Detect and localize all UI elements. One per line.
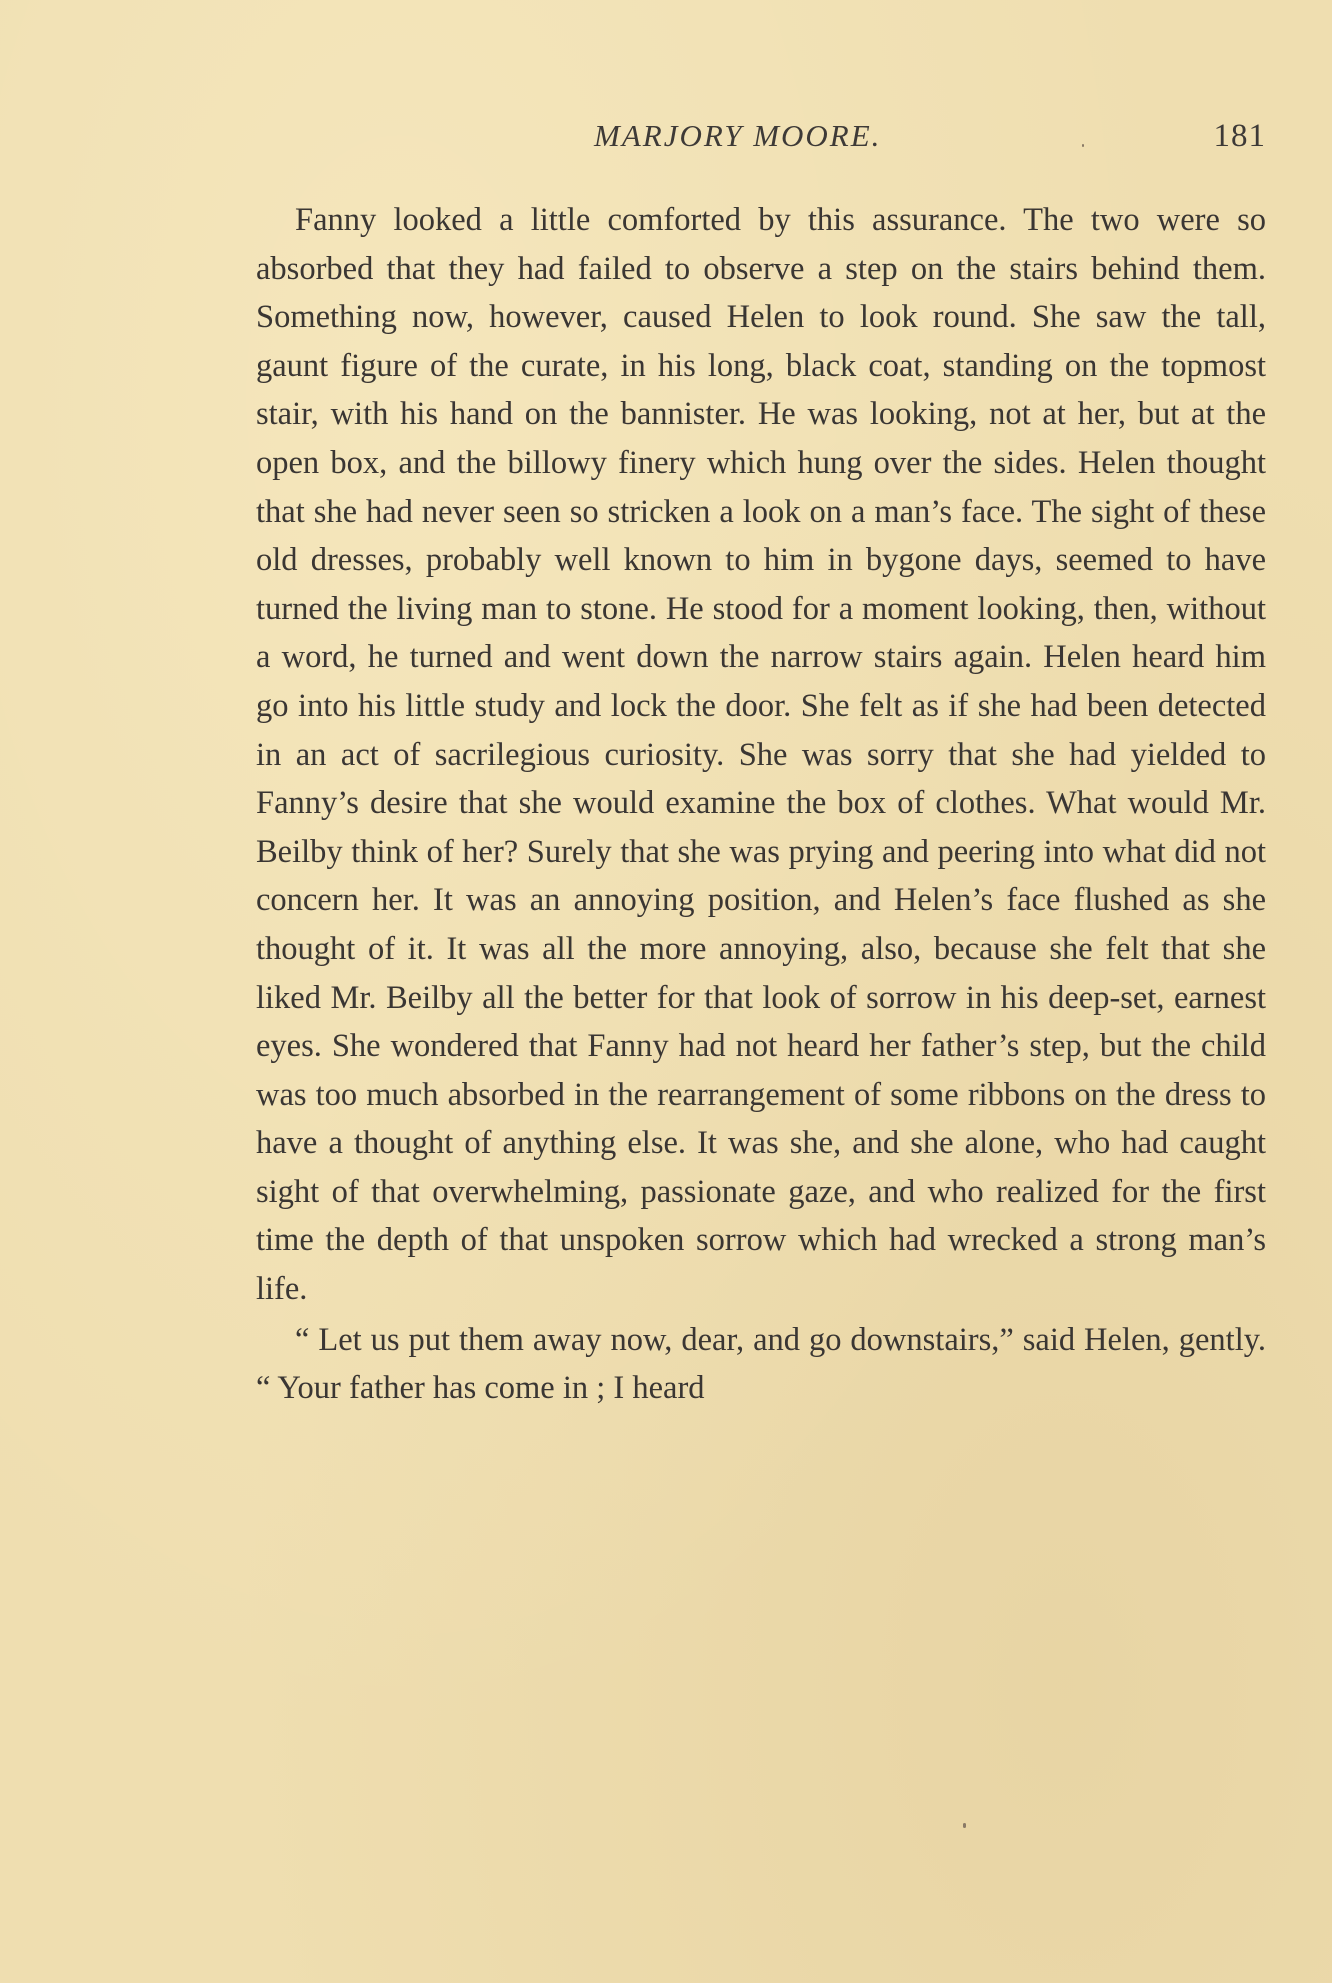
- body-text: [256, 196, 1266, 1413]
- paragraph: Fanny looked a little comforted by this assurance. The two were so absorbed that they had failed to observe a step on the stairs behind them. Something now, however, caused Helen to look round. She saw the tall, gaunt figure of the curate, in his long, black coat, standing on the topmost stair, with his hand on the bannister. He was looking, not at her, but at the open box, and the billowy finery which hung over the sides. Helen thought that she had never seen so stricken a look on a man’s face. The sight of these old dresses, probably well known to him in bygone days, seemed to have turned the living man to stone. He stood for a moment looking, then, without a word, he turned and went down the narrow stairs again. Helen heard him go into his little study and lock the door. She felt as if she had been detected in an act of sacrilegious curiosity. She was sorry that she had yielded to Fanny’s desire that she would examine the box of clothes. What would Mr. Beilby think of her? Surely that she was prying and peering into what did not concern her. It was an annoying position, and Helen’s face flushed as she thought of it. It was all the more annoying, also, because she felt that she liked Mr. Beilby all the better for that look of sorrow in his deep-set, earnest eyes. She wondered that Fanny had not heard her father’s step, but the child was too much absorbed in the rearrangement of some ribbons on the dress to have a thought of anything else. It was she, and she alone, who had caught sight of that overwhelming, passionate gaze, and who realized for the first time the depth of that unspoken sorrow which had wrecked a strong man’s life.: [256, 202, 1266, 1308]
- page-number: 181: [1213, 118, 1266, 154]
- paragraph: “ Let us put them away now, dear, and go downstairs,” said Helen, gently. “ Your father has come in ; I heard: [256, 1321, 1266, 1407]
- ink-speck: [963, 1823, 966, 1828]
- running-head: [256, 118, 1266, 168]
- running-title: MARJORY MOORE.: [594, 118, 882, 153]
- ink-speck: [1082, 144, 1084, 147]
